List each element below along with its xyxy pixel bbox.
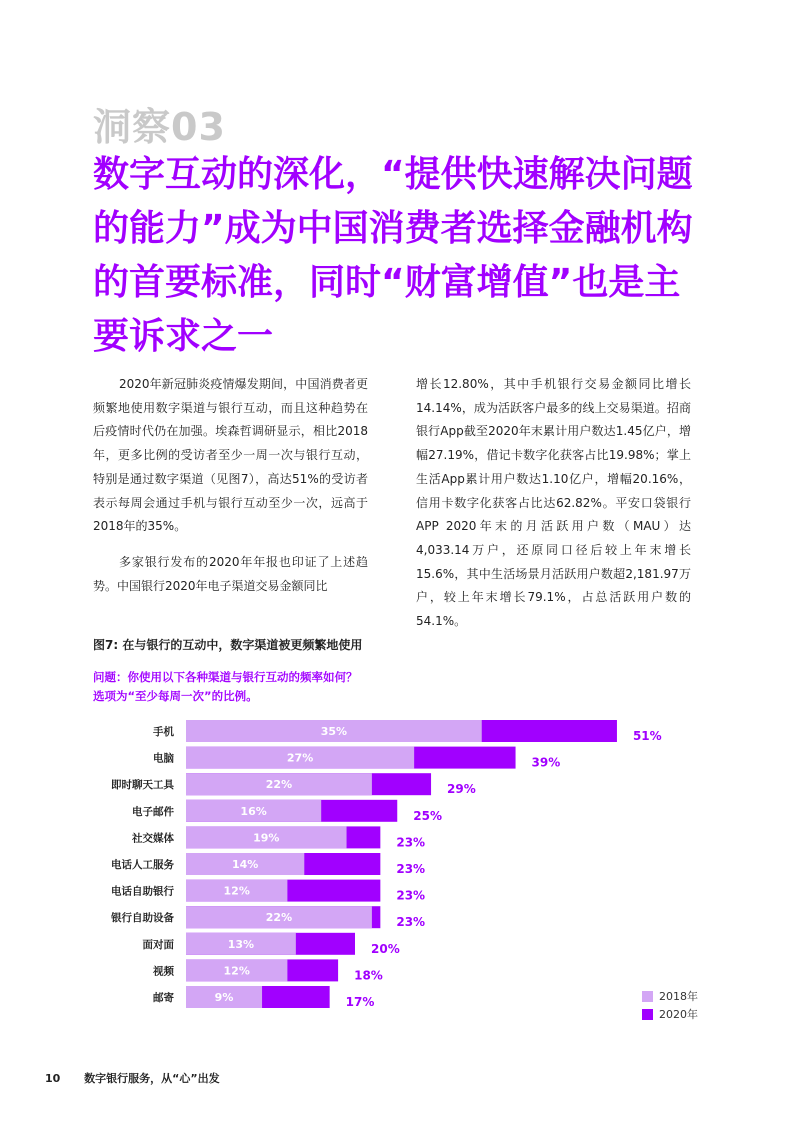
category-label: 银行自助设备 [111,912,174,925]
data-label-2020: 39% [531,755,561,770]
data-label-2020: 23% [396,915,426,930]
figure-title: 图7: 在与银行的互动中，数字渠道被更频繁地使用 [93,638,363,652]
category-label: 社交媒体 [132,832,174,845]
page-number: 10 [45,1072,61,1085]
legend-swatch-2018 [642,991,653,1002]
data-label-2018: 22% [265,778,293,792]
data-label-2020: 20% [371,941,400,956]
data-label-2020: 23% [396,862,426,876]
data-label-2018: 14% [231,858,259,871]
body-column-left [93,373,368,598]
data-label-2018: 12% [223,884,250,898]
category-label: 电子邮件 [132,805,174,818]
category-label: 手机 [153,726,174,738]
data-label-2020: 23% [396,835,426,850]
data-label-2020: 25% [413,808,442,823]
data-label-2018: 35% [320,725,348,738]
chart-legend [642,988,698,1024]
question-line: 选项为“至少每周一次”的比例。 [93,689,258,703]
category-label: 电话人工服务 [111,859,174,871]
legend-swatch-2020 [642,1009,653,1020]
data-label-2020: 18% [354,968,383,983]
insight-label: 洞察03 [93,105,226,149]
data-label-2020: 29% [447,782,476,797]
legend-item-2020 [642,1006,698,1022]
data-label-2020: 23% [396,888,426,903]
body-paragraph: 增长12.80%，其中手机银行交易金额同比增长14.14%，成为活跃客户最多的线上交易渠道。招商银行App截至2020年末累计用户数达1.45亿户，增幅27.19%，借记卡数字化获客占比19.98%；掌上生活App累计用户数达1.10亿户，增幅20.16%，信用卡数字化获客占比达62.82%。平安口袋银行APP 2020年末的月活跃用户数（MAU）达4,033.14万户，还原同口径后较上年末增长15.6%，其中生活场景月活跃用户数超2,181.97万户，较上年末增长79.1%，占总活跃用户数的54.1%。 [416,377,691,629]
data-label-2018: 27% [286,751,314,765]
data-label-2020: 17% [345,995,375,1009]
category-label: 电脑 [153,752,174,765]
data-label-2018: 12% [223,964,250,978]
data-label-2018: 22% [265,911,293,925]
category-label: 面对面 [142,938,174,951]
body-column-right [416,373,691,634]
question-line: 问题：你使用以下各种渠道与银行互动的频率如何？ [93,670,358,684]
data-label-2018: 9% [214,991,234,1004]
body-paragraph: 2020年新冠肺炎疫情爆发期间，中国消费者更频繁地使用数字渠道与银行互动，而且这种趋势在后疫情时代仍在加强。埃森哲调研显示，相比2018年，更多比例的受访者至少一周一次与银行互动，特别是通过数字渠道（见图7），高达51%的受访者表示每周会通过手机与银行互动至少一次，远高于2018年的35%。 [93,377,368,534]
data-label-2018: 19% [253,831,280,845]
page-headline: 数字互动的深化，“提供快速解决问题的能力”成为中国消费者选择金融机构的首要标准，同时“财富增值”也是主要诉求之一 [93,154,693,357]
legend-label: 2020年 [659,1008,698,1021]
data-label-2020: 51% [632,729,662,743]
footer-title: 数字银行服务，从“心”出发 [84,1072,220,1085]
channel-frequency-chart [0,712,793,1022]
category-label: 邮寄 [153,992,174,1004]
category-label: 即时聊天工具 [111,779,174,792]
page-footer [45,1070,220,1086]
category-label: 电话自助银行 [111,885,174,898]
legend-item-2018 [642,988,698,1004]
data-label-2018: 16% [240,804,267,818]
category-label: 视频 [153,965,174,978]
legend-label: 2018年 [659,990,698,1003]
survey-question [93,668,358,706]
data-label-2018: 13% [227,937,255,951]
body-paragraph: 多家银行发布的2020年年报也印证了上述趋势。中国银行2020年电子渠道交易金额同比 [93,554,368,593]
